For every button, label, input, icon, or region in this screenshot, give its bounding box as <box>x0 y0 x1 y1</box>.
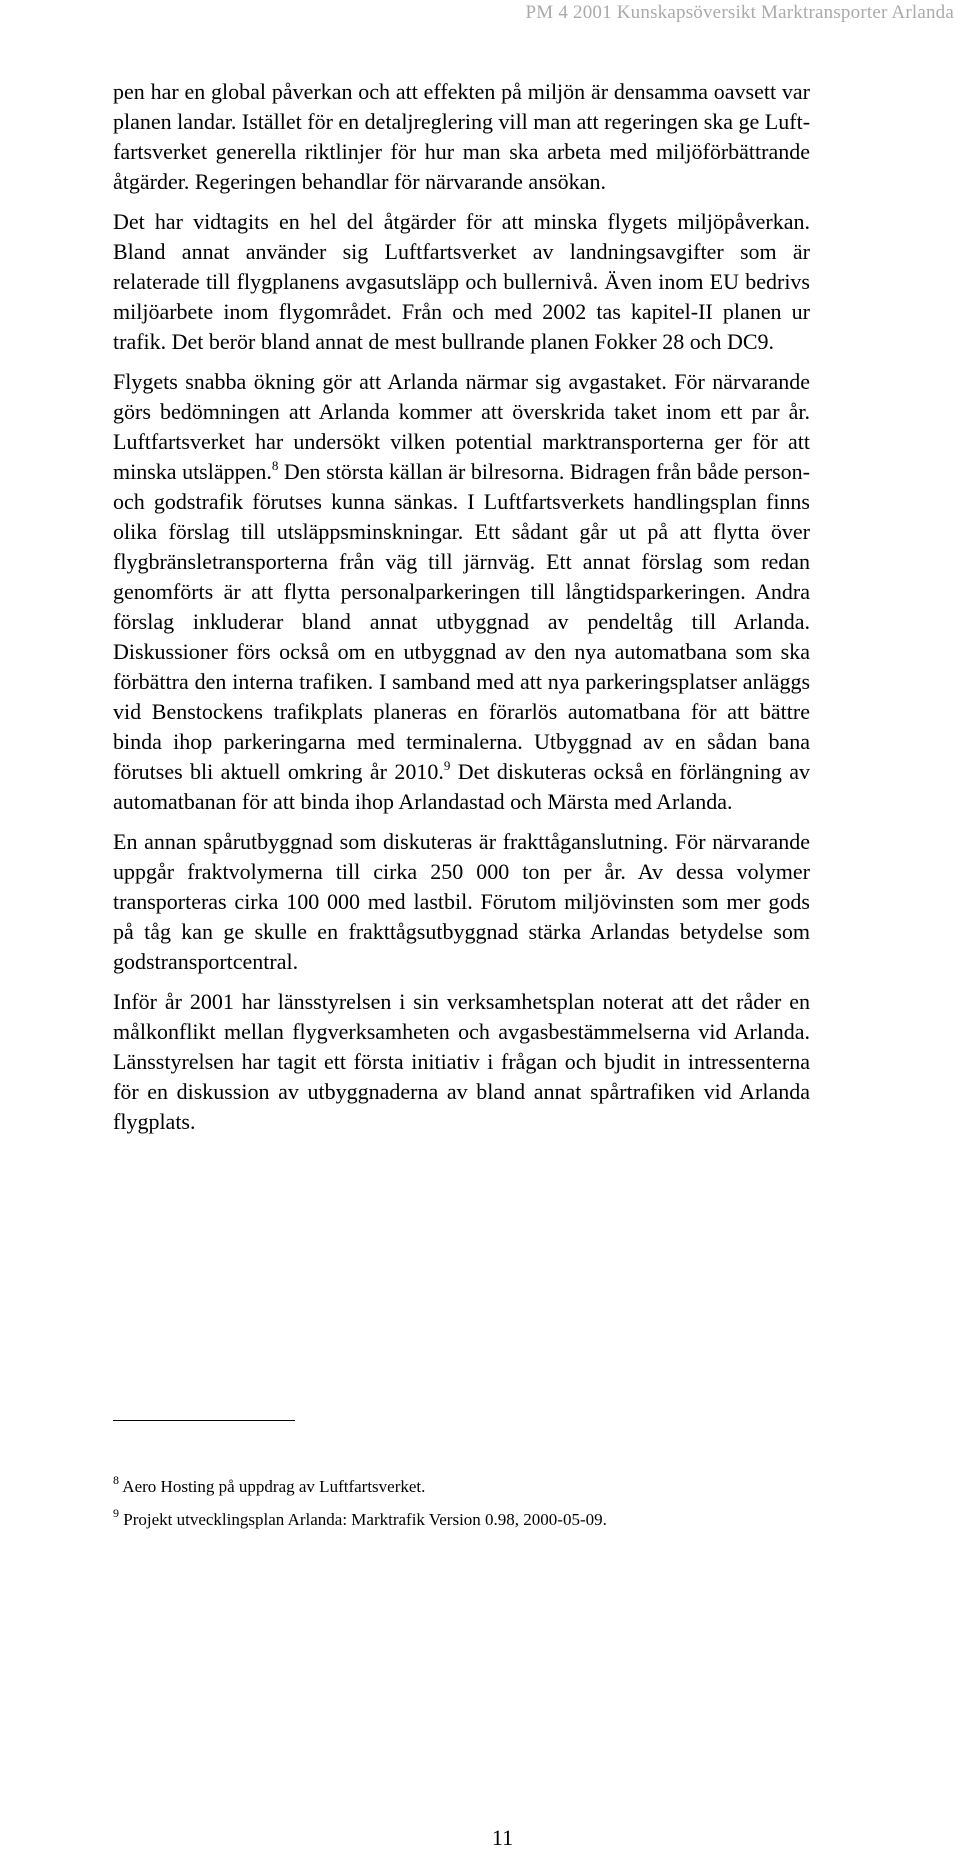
paragraph-text: Flygets snabba ökning gör att Arlanda närmar sig avgastaket. För närvarande görs bedömningen att Arlanda kommer att överskrida taket inom ett par år. Luftfartsverket har undersökt vilken potential marktransporterna ger för att minska utsläppen. <box>113 369 810 484</box>
footnote <box>113 1506 810 1531</box>
paragraph: Inför år 2001 har länsstyrelsen i sin verksamhetsplan noterat att det råder en målkonflikt mellan flygverksamheten och avgasbestämmelserna vid Arlanda. Länsstyrelsen har tagit ett första initiativ i frågan och bjudit in intressenterna för en diskussion av utbyggnaderna av bland annat spårtrafiken vid Arlanda flygplats. <box>113 989 810 1134</box>
paragraph-text: Den största källan är bilresorna. Bidragen från både person- och godstrafik förutses kunna sänkas. I Luftfartsverkets handlingsplan finns olika förslag till utsläppsminskningar. Ett sådant går ut på att flytta över flygbränsletransporterna från väg till järnväg. Ett annat förslag som redan genomförts är att flytta personalparkeringen till långtidsparkeringen. Andra förslag inkluderar bland annat utbyggnad av pendeltåg till Arlanda. Diskussioner förs också om en utbyggnad av den nya automatbana som ska förbättra den interna trafiken. I samband med att nya parkeringsplatser anläggs vid Benstockens trafikplats planeras en förarlös automatbana för att bättre binda ihop parkeringarna med terminalerna. Utbyggnad av en sådan bana förutses bli aktuell omkring år 2010. <box>113 459 810 784</box>
footnote-text: Aero Hosting på uppdrag av Luftfartsverket. <box>119 1477 426 1496</box>
footnote-separator <box>113 1420 295 1421</box>
paragraph: En annan spårutbyggnad som diskuteras är frakttåganslutning. För närvarande uppgår fraktvolymerna till cirka 250 000 ton per år. Av dessa volymer transporteras cirka 100 000 med lastbil. Förutom miljövinsten som mer gods på tåg kan ge skulle en frakttågsutbyggnad stärka Arlandas betydelse som godstransportcentral. <box>113 829 810 974</box>
paragraph: Det har vidtagits en hel del åtgärder för att minska flygets miljöpåverkan. Bland annat använder sig Luftfartsverket av landningsavgifter som är relaterade till flygplanens avgasutsläpp och bullernivå. Även inom EU bedrivs miljöarbete inom flygområdet. Från och med 2002 tas kapitel-II planen ur trafik. Det berör bland annat de mest bullrande planen Fokker 28 och DC9. <box>113 209 810 354</box>
body-text <box>113 77 810 1147</box>
paragraph-text: Det diskuteras också en förlängning av automatbanan för att binda ihop Arlandastad och Märsta med Arlanda. <box>113 759 810 814</box>
running-header: PM 4 2001 Kunskapsöversikt Marktransporter Arlanda <box>525 2 954 23</box>
footnote-text: Projekt utvecklingsplan Arlanda: Marktrafik Version 0.98, 2000-05-09. <box>119 1510 607 1529</box>
page-number: 11 <box>491 1825 514 1850</box>
paragraph: pen har en global påverkan och att effekten på miljön är densamma oavsett var planen landar. Istället för en detaljreglering vill man att regeringen ska ge Luftfartsverket generella riktlinjer för hur man ska arbeta med miljöförbättrande åtgärder. Regeringen behandlar för närvarande ansökan. <box>113 79 811 194</box>
footnotes <box>113 1473 810 1542</box>
footnote-mark: 9 <box>113 1506 119 1521</box>
footnote-reference: 9 <box>443 757 451 773</box>
footnote-reference: 8 <box>271 457 279 473</box>
footnote <box>113 1473 810 1498</box>
footnote-mark: 8 <box>113 1473 119 1488</box>
paragraph <box>113 367 810 817</box>
